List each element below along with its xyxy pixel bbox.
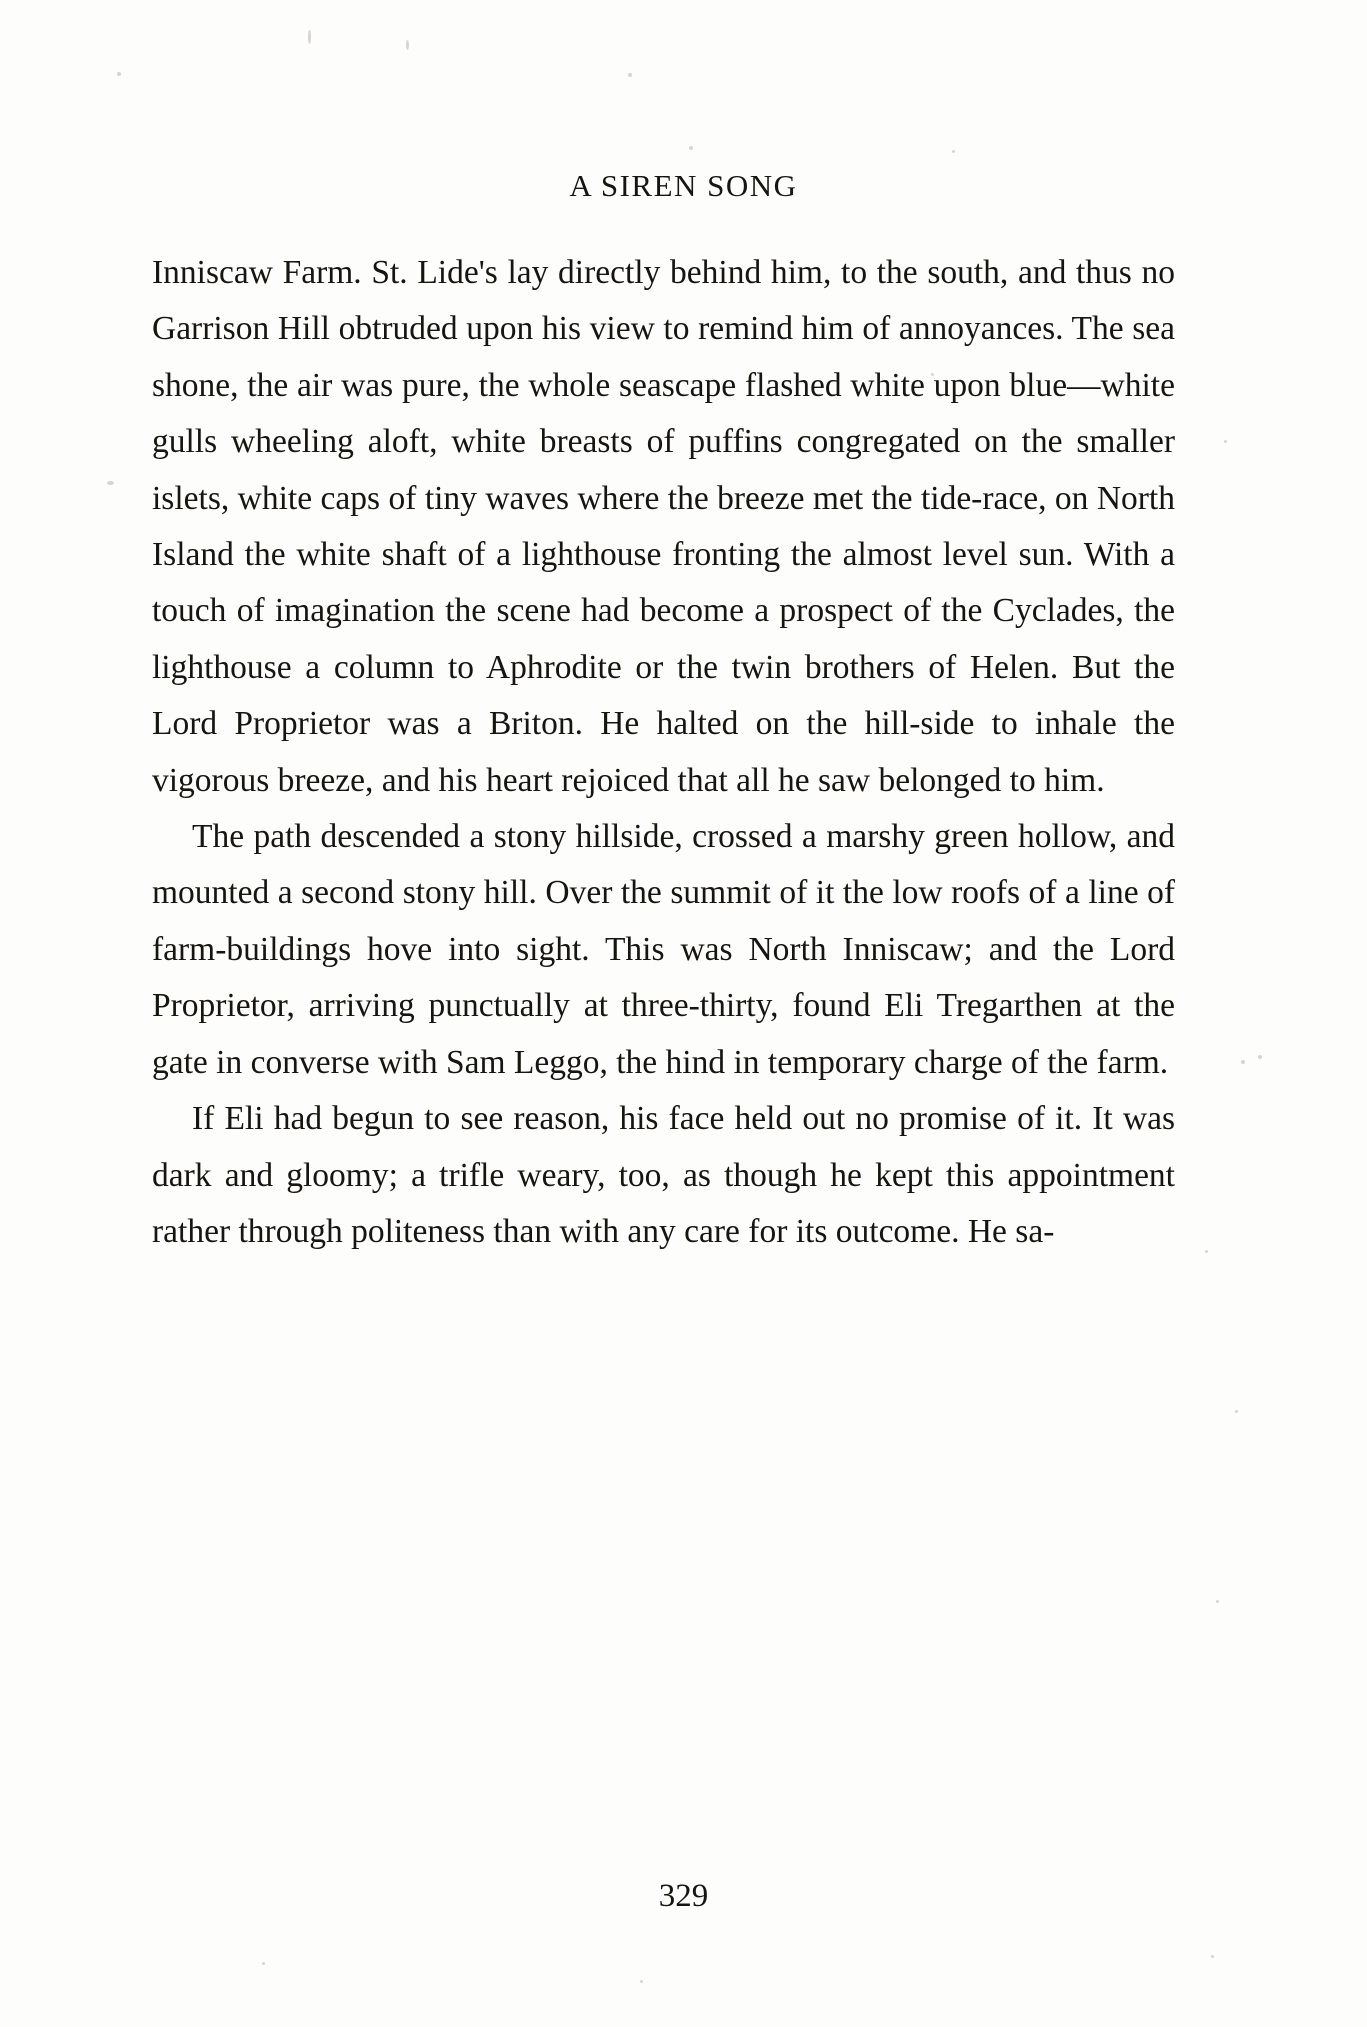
scan-speck [406,40,409,50]
paragraph: Inniscaw Farm. St. Lide's lay directly behind him, to the south, and thus no Garrison Hill obtruded upon his view to remind him of annoyances. The sea shone, the air was pure, the whole seascape flashed white upon blue—white gulls wheeling aloft, white breasts of puffins congregated on the smaller islets, white caps of tiny waves where the breeze met the tide-race, on North Island the white shaft of a lighthouse fronting the almost level sun. With a touch of imagination the scene had become a prospect of the Cyclades, the lighthouse a column to Aphrodite or the twin brothers of Helen. But the Lord Proprietor was a Briton. He halted on the hill-side to inhale the vigorous breeze, and his heart rejoiced that all he saw belonged to him. [152,254,1175,799]
page-number: 329 [658,1878,709,1914]
scan-speck [1241,1060,1245,1064]
scan-speck [628,73,632,77]
scan-speck [308,30,311,44]
scan-speck [640,1980,643,1983]
scan-speck [1211,1955,1214,1958]
scan-speck [262,1962,265,1965]
scan-speck [689,146,693,150]
scan-speck [1224,440,1227,443]
scan-speck [1216,1600,1219,1603]
scan-speck [117,72,121,76]
page-body-text [152,245,1175,1260]
scan-speck [952,150,955,153]
scan-speck [1258,1055,1262,1059]
page-running-head: A SIREN SONG [569,168,798,203]
scan-speck [107,481,114,485]
scan-speck [1235,1410,1238,1413]
paragraph: If Eli had begun to see reason, his face held out no promise of it. It was dark and gloomy; a trifle weary, too, as though he kept this appointment rather through politeness than with any care for its outcome. He sa- [152,1100,1175,1250]
paragraph: The path descended a stony hillside, crossed a marshy green hollow, and mounted a second stony hill. Over the summit of it the low roofs of a line of farm-buildings hove into sight. This was North Inniscaw; and the Lord Proprietor, arriving punctually at three-thirty, found Eli Tregarthen at the gate in converse with Sam Leggo, the hind in temporary charge of the farm. [152,818,1175,1081]
scan-speck [1205,1250,1208,1253]
